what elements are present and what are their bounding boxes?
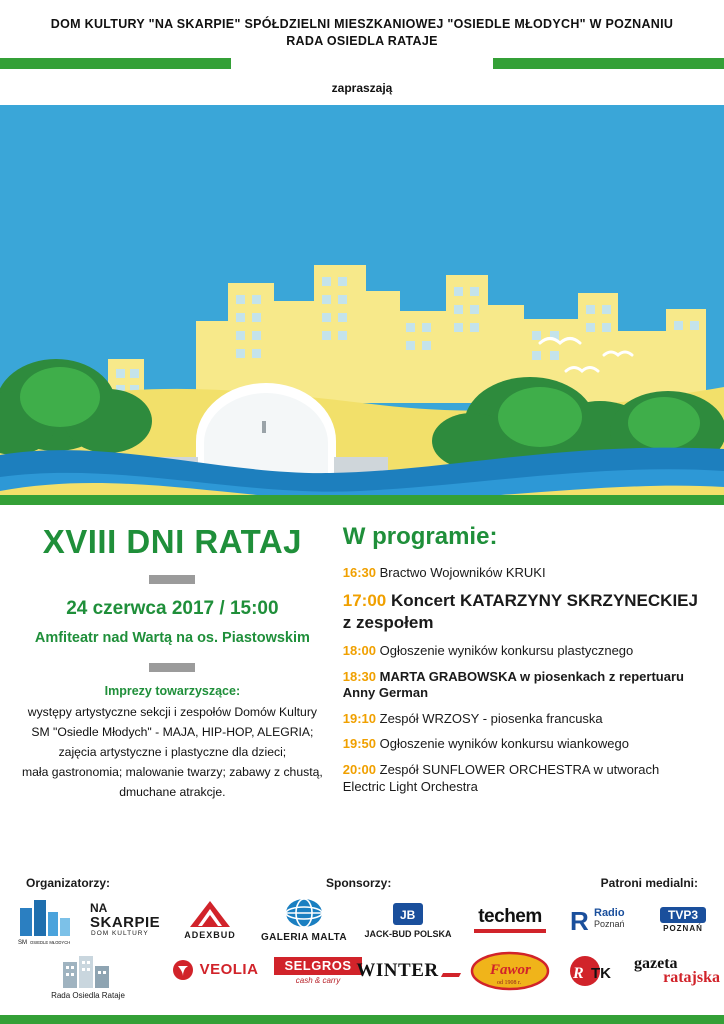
illustration-bottom-rule: [0, 495, 724, 505]
accompanying-header: Imprezy towarzyszące:: [104, 683, 241, 698]
poster-header: [0, 0, 724, 54]
program-item: [343, 736, 702, 753]
program-item-time: 20:00: [342, 762, 377, 777]
header-green-rule: [0, 58, 724, 69]
na-skarpie-line1: NA: [90, 901, 108, 916]
svg-text:SM: SM: [18, 940, 27, 946]
gazeta-label: gazeta: [634, 954, 678, 972]
green-rule-right: [493, 58, 724, 69]
na-skarpie-line3: DOM KULTURY: [91, 929, 149, 937]
program-item-time: 18:30: [342, 668, 377, 684]
svg-text:OSIEDLE MŁODYCH: OSIEDLE MŁODYCH: [30, 940, 71, 945]
logo-rtk: [566, 952, 626, 990]
accompanying-line: mała gastronomia; malowanie twarzy; zabawy z chustą,: [22, 764, 323, 779]
logo-veolia: [160, 950, 270, 990]
program-column: [337, 521, 702, 850]
event-place: Amfiteatr nad Wartą na os. Piastowskim: [34, 630, 310, 647]
accompanying-line: zajęcia artystyczne i plastyczne dla dzieci;: [58, 744, 287, 759]
sponsors-label: Sponsorzy:: [326, 876, 392, 890]
logo-jack-bud-polska: [356, 896, 460, 944]
program-item: [343, 762, 702, 795]
svg-text:Fawor: Fawor: [490, 962, 531, 978]
program-item: [343, 643, 702, 660]
na-skarpie-line2: SKARPIE: [90, 914, 161, 932]
header-line-1: DOM KULTURY "NA SKARPIE" SPÓŁDZIELNI MIESZKANIOWEJ "OSIEDLE MŁODYCH" W POZNANIU: [50, 17, 674, 31]
logo-rada-osiedla-rataje: [28, 948, 148, 1004]
galeria-malta-icon: [281, 897, 327, 931]
logo-techem: [462, 902, 558, 938]
program-item-text: Zespół SUNFLOWER ORCHESTRA w utworach Electric Light Orchestra: [342, 762, 660, 794]
sm-osiedle-mlodych-icon: [14, 894, 82, 946]
logo-radio-poznan: [568, 898, 650, 942]
selgros-sub: cash & carry: [295, 975, 341, 985]
tvp3-label: TVP3: [660, 907, 706, 924]
program-item-text: Bractwo Wojowników KRUKI: [379, 564, 546, 580]
poster-main: [0, 505, 724, 850]
header-line-2: RADA OSIEDLA RATAJE: [286, 33, 438, 48]
program-item-time: 17:00: [342, 591, 387, 611]
organizers-label: Organizatorzy:: [26, 876, 111, 890]
logo-tvp3-poznan: [650, 898, 716, 942]
logo-fawor: [466, 948, 554, 994]
techem-underline: [474, 929, 546, 933]
fawor-icon: [470, 950, 550, 992]
logo-sm-osiedle-mlodych: [14, 894, 82, 946]
svg-text:od 1908 r.: od 1908 r.: [497, 980, 522, 986]
divider-dash-2: [149, 663, 195, 672]
winter-accent: [441, 973, 461, 977]
footer-green-rule: [0, 1015, 724, 1024]
rada-osiedla-rataje-icon: [53, 952, 123, 990]
invitation-text: zapraszają: [331, 80, 393, 95]
poster-footer: [0, 872, 724, 1024]
program-item-time: 16:30: [342, 564, 377, 580]
logo-galeria-malta: [256, 894, 352, 946]
accompanying-line: SM "Osiedle Młodych" - MAJA, HIP-HOP, ALEGRIA;: [31, 724, 314, 739]
accompanying-line: występy artystyczne sekcji i zespołów Domów Kultury: [27, 704, 317, 719]
program-item: [343, 590, 702, 634]
svg-text:JB: JB: [400, 907, 416, 922]
logo-strip: [0, 890, 724, 1010]
program-item-time: 19:50: [342, 736, 377, 752]
adexbud-icon: [188, 899, 232, 929]
green-rule-left: [0, 58, 231, 69]
event-info-column: [22, 521, 337, 850]
divider-dash-1: [149, 575, 195, 584]
winter-label: WINTER: [356, 960, 439, 982]
rtk-icon: [567, 953, 625, 989]
adexbud-label: ADEXBUD: [184, 930, 236, 941]
program-item-text: Zespół WRZOSY - piosenka francuska: [379, 710, 603, 726]
logo-na-skarpie: [86, 896, 164, 944]
jack-bud-icon: [391, 901, 425, 927]
program-item: [343, 669, 702, 702]
media-label: Patroni medialni:: [600, 876, 698, 890]
cityscape-illustration: [0, 105, 724, 495]
tvp3-sub: POZNAŃ: [663, 924, 703, 934]
ratajska-label: ratajska: [663, 968, 720, 986]
accompanying-line: dmuchane atrakcje.: [119, 785, 226, 800]
program-item-time: 19:10: [342, 710, 377, 726]
techem-label: techem: [478, 906, 542, 928]
page-title: XVIII DNI RATAJ: [42, 522, 303, 560]
program-item-text: MARTA GRABOWSKA w piosenkach z repertuaru Anny German: [342, 668, 684, 701]
accompanying-list: [22, 702, 323, 803]
radio-poznan-label: Radio: [594, 907, 625, 919]
footer-labels: [0, 872, 724, 890]
poster-illustration: [0, 105, 724, 495]
veolia-label: VEOLIA: [199, 961, 259, 979]
program-item-text: Ogłoszenie wyników konkursu wiankowego: [379, 736, 629, 752]
svg-text:R: R: [573, 965, 584, 982]
program-item-time: 18:00: [342, 642, 377, 658]
logo-selgros: [272, 950, 364, 992]
program-item: [343, 565, 702, 582]
veolia-icon: [172, 959, 194, 981]
rada-osiedla-rataje-label: Rada Osiedla Rataje: [51, 990, 125, 1000]
selgros-label: SELGROS: [274, 957, 361, 975]
logo-winter: [356, 952, 460, 990]
galeria-malta-label: GALERIA MALTA: [260, 931, 348, 943]
program-item-text: Koncert KATARZYNY SKRZYNECKIEJ z zespołem: [342, 591, 698, 633]
program-item: [343, 711, 702, 728]
event-date: 24 czerwca 2017 / 15:00: [66, 598, 279, 620]
svg-text:TK: TK: [591, 965, 611, 982]
logo-gazeta-ratajska: [634, 950, 720, 992]
program-item-text: Ogłoszenie wyników konkursu plastycznego: [379, 642, 634, 658]
program-heading: W programie:: [342, 522, 498, 550]
radio-poznan-sub: Poznań: [594, 918, 625, 929]
jack-bud-label: JACK-BUD POLSKA: [364, 928, 452, 939]
svg-text:R: R: [570, 906, 589, 936]
logo-adexbud: [168, 894, 252, 946]
